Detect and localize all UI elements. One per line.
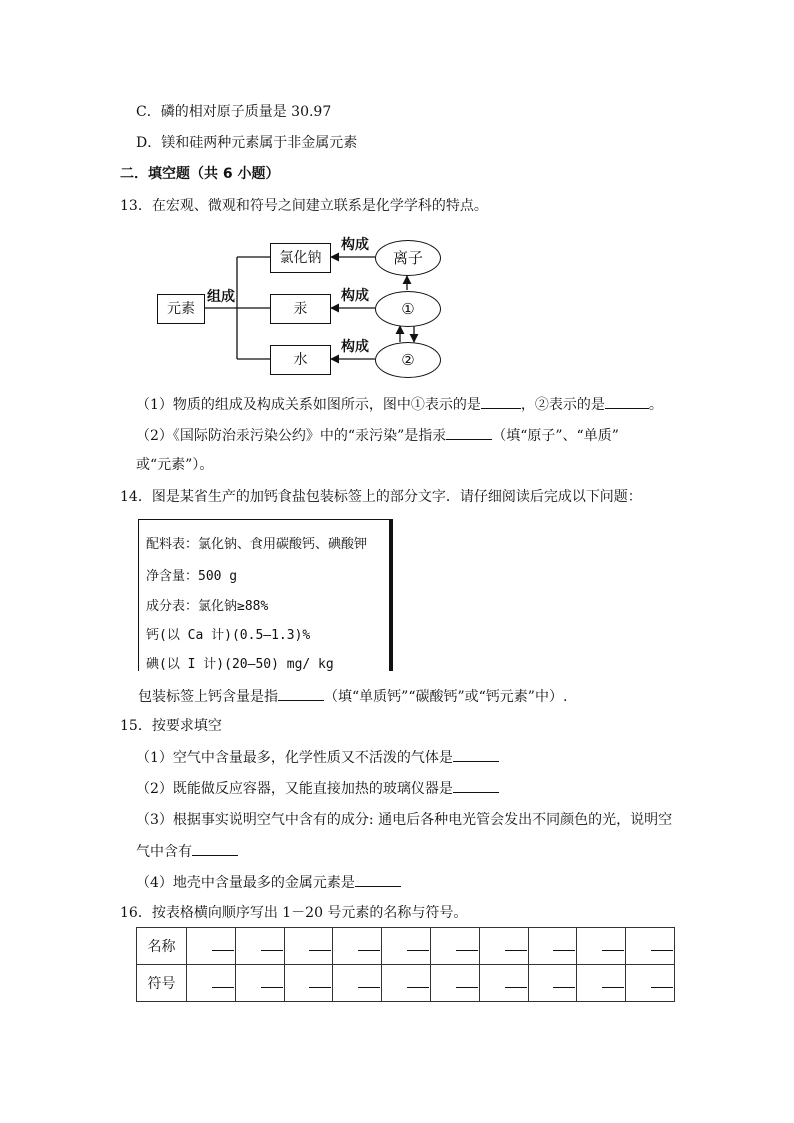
table-cell[interactable] (430, 928, 479, 965)
label-net-content: 净含量：500 g (146, 569, 238, 584)
ellipse-ion: 离子 (375, 240, 441, 276)
table-cell[interactable] (626, 928, 675, 965)
label-ingredients: 配料表：氯化钠、食用碳酸钙、碘酸钾 (146, 537, 368, 552)
label-constitute-2: 构成 (341, 288, 369, 304)
q15-blank-2[interactable] (453, 778, 499, 793)
table-cell[interactable] (187, 965, 236, 1002)
table-cell[interactable] (235, 965, 284, 1002)
label-calcium: 钙(以 Ca 计)(0.5—1.3)% (146, 628, 311, 643)
q15-s3: （3）根据事实说明空气中含有的成分: 通电后各种电光管会发出不同颜色的光，说明空 (136, 812, 673, 828)
table-row-name (137, 928, 675, 965)
box-nacl: 氯化钠 (270, 243, 331, 273)
q15-blank-1[interactable] (453, 747, 499, 762)
q13-p1-text-a: （1）物质的组成及构成关系如图所示，图中①表示的是 (136, 397, 481, 413)
box-water: 水 (270, 345, 331, 375)
label-compose: 组成 (207, 289, 235, 305)
q14-text-b: （填“单质钙”“碳酸钙”或“钙元素”中）. (324, 689, 568, 705)
q13-p2-text-b: （填“原子”、“单质” (492, 428, 619, 444)
row-header-name: 名称 (137, 928, 187, 965)
table-cell[interactable] (284, 965, 333, 1002)
table-cell[interactable] (333, 965, 382, 1002)
table-cell[interactable] (528, 965, 577, 1002)
q13-p2-text-a: （2）《国际防治汞污染公约》中的“汞污染”是指汞 (136, 428, 447, 444)
section-title: 二．填空题（共 6 小题） (120, 166, 280, 182)
q13-stem: 13．在宏观、微观和符号之间建立联系是化学学科的特点。 (120, 198, 488, 214)
q14-question (138, 686, 567, 707)
q15-s3-text: 气中含有 (136, 844, 192, 860)
table-cell[interactable] (187, 928, 236, 965)
q16-stem: 16．按表格横向顺序写出 1－20 号元素的名称与符号。 (120, 905, 468, 921)
ellipse-circle2: ② (375, 342, 441, 378)
ellipse-circle1: ① (375, 291, 441, 327)
q13-blank-3[interactable] (446, 425, 492, 440)
q15-s2 (136, 778, 499, 799)
table-cell[interactable] (284, 928, 333, 965)
label-constitute-3: 构成 (341, 339, 369, 355)
row-header-symbol: 符号 (137, 965, 187, 1002)
q13-part1 (136, 394, 663, 415)
table-cell[interactable] (626, 965, 675, 1002)
q15-blank-3[interactable] (192, 841, 238, 856)
table-cell[interactable] (382, 965, 431, 1002)
label-composition: 成分表：氯化钠≥88% (146, 599, 269, 614)
option-d: D．镁和硅两种元素属于非金属元素 (136, 135, 358, 151)
table-cell[interactable] (430, 965, 479, 1002)
q14-text-a: 包装标签上钙含量是指 (138, 689, 278, 705)
q13-part2 (136, 425, 619, 446)
table-cell[interactable] (479, 928, 528, 965)
label-constitute-1: 构成 (341, 237, 369, 253)
q15-s2-text: （2）既能做反应容器，又能直接加热的玻璃仪器是 (136, 781, 453, 797)
option-c: C．磷的相对原子质量是 30.97 (136, 104, 332, 120)
q14-blank[interactable] (278, 686, 324, 701)
table-cell[interactable] (577, 965, 626, 1002)
table-row-symbol (137, 965, 675, 1002)
salt-label (138, 519, 393, 671)
box-element: 元素 (157, 294, 205, 324)
q15-s1-text: （1）空气中含量最多，化学性质又不活泼的气体是 (136, 750, 453, 766)
table-cell[interactable] (577, 928, 626, 965)
q13-blank-1[interactable] (481, 394, 521, 409)
table-cell[interactable] (382, 928, 431, 965)
label-iodine: 碘(以 I 计)(20—50) mg/ kg (146, 657, 334, 672)
q13-part2-cont: 或“元素”）。 (136, 457, 214, 473)
q15-s4 (136, 872, 401, 893)
table-cell[interactable] (333, 928, 382, 965)
element-table (136, 927, 675, 1002)
q15-s1 (136, 747, 499, 768)
q13-blank-2[interactable] (605, 394, 649, 409)
box-hg: 汞 (270, 294, 331, 324)
q15-blank-4[interactable] (355, 872, 401, 887)
table-cell[interactable] (235, 928, 284, 965)
table-cell[interactable] (528, 928, 577, 965)
q15-stem: 15．按要求填空 (120, 718, 222, 734)
q15-s4-text: （4）地壳中含量最多的金属元素是 (136, 875, 355, 891)
q15-s3-cont (136, 841, 238, 862)
q13-p1-text-c: 。 (648, 397, 663, 413)
q14-stem: 14．图是某省生产的加钙食盐包装标签上的部分文字．请仔细阅读后完成以下问题： (120, 489, 642, 505)
q13-p1-text-b: ，②表示的是 (520, 397, 605, 413)
table-cell[interactable] (479, 965, 528, 1002)
